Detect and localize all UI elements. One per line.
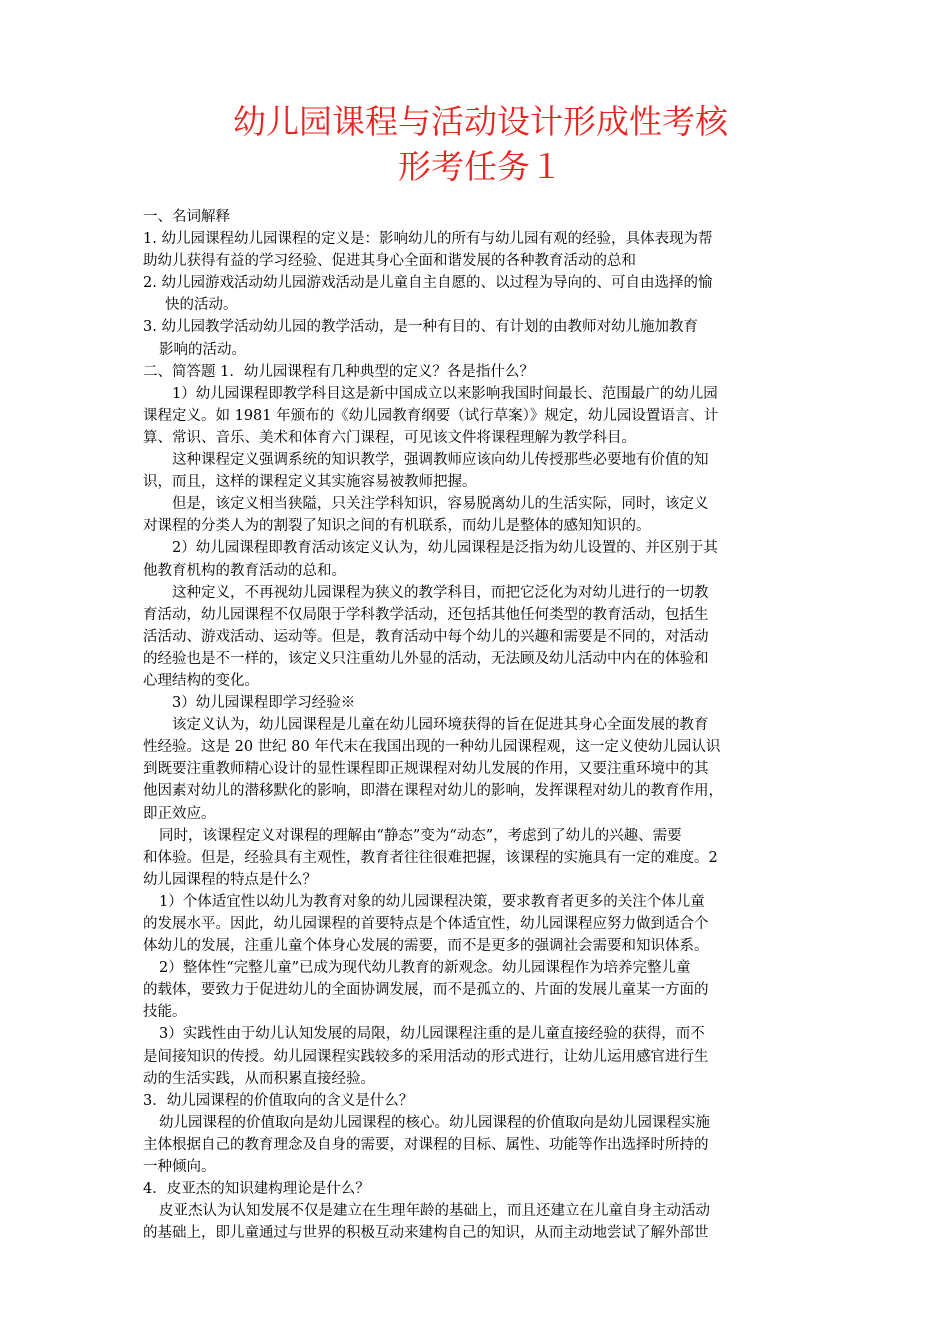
- text-line: 活活动、游戏活动、运动等。但是，教育活动中每个幼儿的兴趣和需要是不同的，对活动: [143, 628, 709, 645]
- text-line: 助幼儿获得有益的学习经验、促进其身心全面和谐发展的各种教育活动的总和: [143, 253, 636, 270]
- document-title: 幼儿园课程与活动设计形成性考核: [233, 102, 728, 141]
- text-line: 育活动，幼儿园课程不仅局限于学科教学活动，还包括其他任何类型的教育活动，包括生: [143, 606, 709, 623]
- text-line: 心理结构的变化。: [143, 672, 259, 689]
- text-line: 3. 幼儿园教学活动幼儿园的教学活动，是一种有目的、有计划的由教师对幼儿施加教育: [143, 319, 698, 336]
- text-line: 到既要注重教师精心设计的显性课程即正规课程对幼儿发展的作用，又要注重环境中的其: [143, 761, 709, 778]
- document-subtitle: 形考任务１: [398, 147, 563, 186]
- text-line: 快的活动。: [165, 297, 238, 314]
- text-line: 技能。: [143, 1004, 187, 1021]
- text-line: 识，而且，这样的课程定义其实施容易被教师把握。: [143, 474, 477, 491]
- text-line: 的载体，要致力于促进幼儿的全面协调发展，而不是孤立的、片面的发展儿童某一方面的: [143, 982, 709, 999]
- text-line: 体幼儿的发展，注重儿童个体身心发展的需要，而不是更多的强调社会需要和知识体系。: [143, 938, 709, 955]
- text-line: 该定义认为，幼儿园课程是儿童在幼儿园环境获得的旨在促进其身心全面发展的教育: [172, 717, 709, 734]
- text-line: 课程定义。如 1981 年颁布的《幼儿园教育纲要（试行草案）》规定，幼儿园设置语言、计: [143, 407, 719, 424]
- text-line: 他因素对幼儿的潜移默化的影响，即潜在课程对幼儿的影响，发挥课程对幼儿的教育作用，: [143, 783, 723, 800]
- text-line: 对课程的分类人为的割裂了知识之间的有机联系，而幼儿是整体的感知知识的。: [143, 518, 651, 535]
- text-line: 和体验。但是，经验具有主观性，教育者往往很难把握，该课程的实施具有一定的难度。2: [143, 849, 718, 866]
- text-line: 二、简答题 1．幼儿园课程有几种典型的定义？各是指什么？: [143, 363, 534, 380]
- text-line: 3．幼儿园课程的价值取向的含义是什么？: [143, 1092, 414, 1109]
- text-line: 同时，该课程定义对课程的理解由“静态”变为“动态”，考虑到了幼儿的兴趣、需要: [159, 827, 682, 844]
- text-line: 2）幼儿园课程即教育活动该定义认为，幼儿园课程是泛指为幼儿设置的、并区别于其: [172, 540, 718, 557]
- text-line: 动的生活实践，从而积累直接经验。: [143, 1070, 375, 1087]
- text-line: 一种倾向。: [143, 1159, 216, 1176]
- text-line: 幼儿园课程的特点是什么？: [143, 871, 317, 888]
- text-line: 2. 幼儿园游戏活动幼儿园游戏活动是儿童自主自愿的、以过程为导向的、可自由选择的愉: [143, 275, 713, 292]
- text-line: 3）幼儿园课程即学习经验※: [172, 695, 356, 712]
- text-line: 1）个体适宜性以幼儿为教育对象的幼儿园课程决策，要求教育者更多的关注个体儿童: [159, 893, 705, 910]
- text-line: 影响的活动。: [159, 341, 246, 358]
- text-line: 即正效应。: [143, 805, 216, 822]
- document-body: [143, 206, 818, 1244]
- text-line: 是间接知识的传授。幼儿园课程实践较多的采用活动的形式进行，让幼儿运用感官进行生: [143, 1048, 709, 1065]
- text-line: 这种定义，不再视幼儿园课程为狭义的教学科目，而把它泛化为对幼儿进行的一切教: [172, 584, 709, 601]
- text-line: 但是，该定义相当狭隘，只关注学科知识，容易脱离幼儿的生活实际，同时，该定义: [172, 496, 709, 513]
- text-line: 2）整体性“完整儿童”已成为现代幼儿教育的新观念。幼儿园课程作为培养完整儿童: [159, 960, 691, 977]
- text-line: 的发展水平。因此，幼儿园课程的首要特点是个体适宜性，幼儿园课程应努力做到适合个: [143, 916, 709, 932]
- text-line: 1）幼儿园课程即教学科目这是新中国成立以来影响我国时间最长、范围最广的幼儿园: [172, 385, 718, 402]
- text-line: 的经验也是不一样的，该定义只注重幼儿外显的活动，无法顾及幼儿活动中内在的体验和: [143, 650, 709, 667]
- text-line: 他教育机构的教育活动的总和。: [143, 562, 346, 579]
- text-line: 皮亚杰认为认知发展不仅是建立在生理年龄的基础上，而且还建立在儿童自身主动活动: [159, 1203, 710, 1220]
- text-line: 1. 幼儿园课程幼儿园课程的定义是：影响幼儿的所有与幼儿园有观的经验，具体表现为帮: [143, 231, 713, 248]
- text-line: 幼儿园课程的价值取向是幼儿园课程的核心。幼儿园课程的价值取向是幼儿园课程实施: [159, 1114, 710, 1131]
- text-line: 性经验。这是 20 世纪 80 年代末在我国出现的一种幼儿园课程观，这一定义使幼儿园认识: [143, 739, 721, 756]
- text-line: 4．皮亚杰的知识建构理论是什么？: [143, 1181, 370, 1198]
- text-line: 的基础上，即儿童通过与世界的积极互动来建构自己的知识，从而主动地尝试了解外部世: [143, 1225, 709, 1242]
- text-line: 3）实践性由于幼儿认知发展的局限，幼儿园课程注重的是儿童直接经验的获得，而不: [159, 1026, 705, 1043]
- text-line: 主体根据自己的教育理念及自身的需要，对课程的目标、属性、功能等作出选择时所持的: [143, 1136, 709, 1153]
- text-line: 一、名词解释: [143, 209, 230, 225]
- text-line: 这种课程定义强调系统的知识教学，强调教师应该向幼儿传授那些必要地有价值的知: [172, 452, 709, 469]
- text-line: 算、常识、音乐、美术和体育六门课程，可见该文件将课程理解为教学科目。: [143, 429, 636, 446]
